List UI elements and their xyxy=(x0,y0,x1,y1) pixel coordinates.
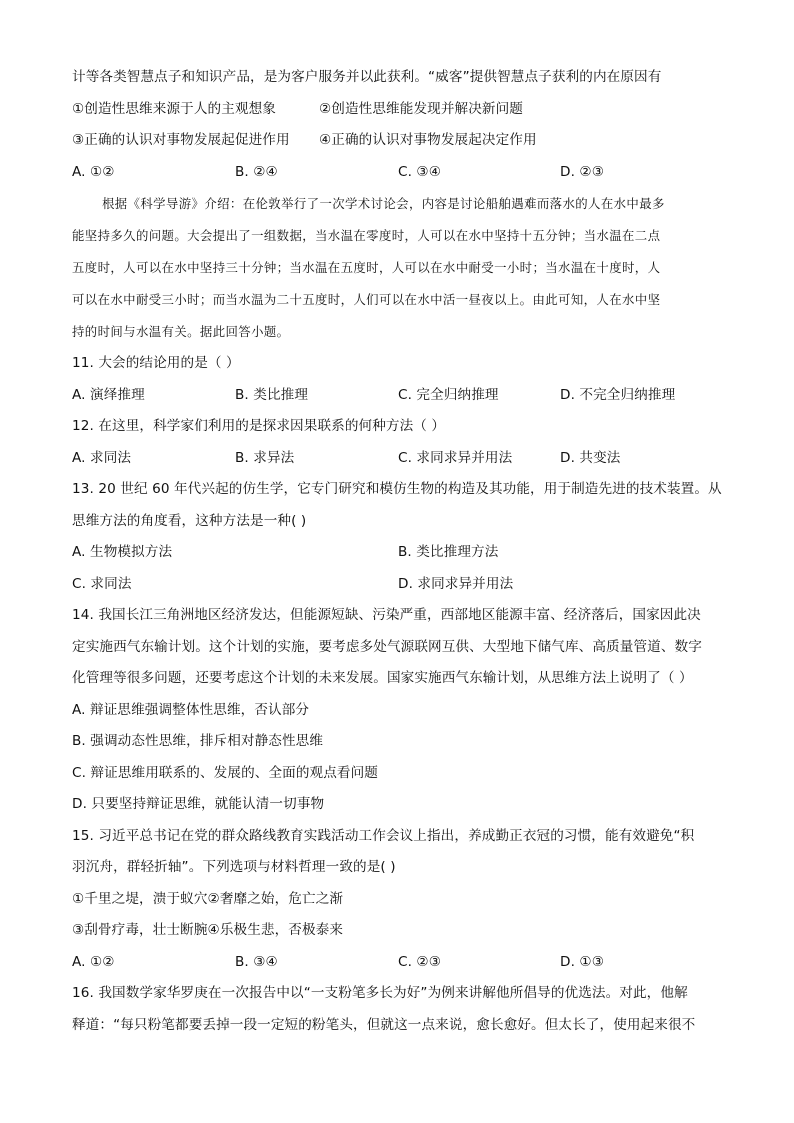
statement-2: ②创造性思维能发现并解决新问题 xyxy=(319,100,523,117)
question-13-options-row-2 xyxy=(72,569,724,601)
question-16-stem-line: 释道：“每只粉笔都要丢掉一段一定短的粉笔头，但就这一点来说，愈长愈好。但太长了，使用起来很不 xyxy=(72,1016,696,1033)
option-a[interactable]: A. 生物模拟方法 xyxy=(72,544,173,560)
passage-line: 能坚持多久的问题。大会提出了一组数据，当水温在零度时，人可以在水中坚持十五分钟；当水温在二点 xyxy=(72,228,661,243)
question-15-statements: ①千里之堤，溃于蚁穴②奢靡之始，危亡之渐 xyxy=(72,890,344,907)
option-c[interactable]: C. ③④ xyxy=(398,163,442,180)
option-d[interactable]: D. 求同求异并用法 xyxy=(398,575,514,592)
option-c[interactable]: C. 求同法 xyxy=(72,575,132,592)
intro-options xyxy=(72,157,724,189)
option-d[interactable]: D. ①③ xyxy=(560,953,604,970)
intro-statements-row-1 xyxy=(72,94,724,126)
question-11-options xyxy=(72,380,724,412)
option-c[interactable]: C. 求同求异并用法 xyxy=(398,449,513,466)
option-b[interactable]: B. 类比推理方法 xyxy=(398,544,499,560)
option-b[interactable]: B. 求异法 xyxy=(235,449,295,466)
question-13-stem-line: 13. 20 世纪 60 年代兴起的仿生学，它专门研究和模仿生物的构造及其功能，用于制造先进的技术装置。从 xyxy=(72,481,722,497)
question-13-stem-line: 思维方法的角度看，这种方法是一种( ) xyxy=(72,512,307,529)
question-15-statements: ③刮骨疗毒，壮士断腕④乐极生悲，否极泰来 xyxy=(72,922,344,938)
option-d[interactable]: D. ②③ xyxy=(560,163,604,180)
option-a[interactable]: A. ①② xyxy=(72,163,115,180)
option-a[interactable]: A. 求同法 xyxy=(72,449,132,466)
intro-statements-row-2 xyxy=(72,125,724,157)
option-d[interactable]: D. 不完全归纳推理 xyxy=(560,386,676,403)
passage-line: 持的时间与水温有关。据此回答小题。 xyxy=(72,324,290,339)
question-13-options-row-1 xyxy=(72,537,724,569)
option-c[interactable]: C. 完全归纳推理 xyxy=(398,386,499,403)
question-12-stem: 12. 在这里，科学家们利用的是探求因果联系的何种方法（ ） xyxy=(72,418,446,434)
question-16-stem-line: 16. 我国数学家华罗庚在一次报告中以“一支粉笔多长为好”为例来讲解他所倡导的优选法。对此，他解 xyxy=(72,985,688,1001)
option-b[interactable]: B. ②④ xyxy=(235,163,278,180)
question-15-stem-line: 15. 习近平总书记在党的群众路线教育实践活动工作会议上指出，养成勤正衣冠的习惯，能有效避免“积 xyxy=(72,827,695,844)
question-15-options xyxy=(72,947,724,979)
option-a[interactable]: A. 演绎推理 xyxy=(72,386,145,403)
question-14-stem-line: 定实施西气东输计划。这个计划的实施，要考虑多处气源联网互供、大型地下储气库、高质量管道、数字 xyxy=(72,638,702,655)
statement-3: ③正确的认识对事物发展起促进作用 xyxy=(72,132,290,148)
passage-line: 可以在水中耐受三小时；而当水温为二十五度时，人们可以在水中活一昼夜以上。由此可知，人在水中坚 xyxy=(72,292,661,307)
statement-4: ④正确的认识对事物发展起决定作用 xyxy=(319,132,537,148)
question-12-options xyxy=(72,443,724,475)
option-b[interactable]: B. 强调动态性思维，排斥相对静态性思维 xyxy=(72,733,324,749)
question-14-stem-line: 化管理等很多问题，还要考虑这个计划的未来发展。国家实施西气东输计划，从思维方法上说明了（ ） xyxy=(72,670,693,686)
option-d[interactable]: D. 只要坚持辩证思维，就能认清一切事物 xyxy=(72,796,325,812)
option-b[interactable]: B. 类比推理 xyxy=(235,386,309,403)
exam-page xyxy=(72,62,724,1041)
intro-line xyxy=(72,62,724,94)
question-11-stem: 11. 大会的结论用的是（ ） xyxy=(72,355,240,371)
statement-1: ①创造性思维来源于人的主观想象 xyxy=(72,100,276,117)
passage-line: 根据《科学导游》介绍：在伦敦举行了一次学术讨论会，内容是讨论船舶遇难而落水的人在水中最多 xyxy=(102,196,665,211)
option-d[interactable]: D. 共变法 xyxy=(560,449,621,466)
option-c[interactable]: C. ②③ xyxy=(398,953,442,970)
option-a[interactable]: A. 辩证思维强调整体性思维，否认部分 xyxy=(72,701,310,718)
option-a[interactable]: A. ①② xyxy=(72,953,115,970)
question-15-stem-line: 羽沉舟，群轻折轴”。下列选项与材料哲理一致的是( ) xyxy=(72,859,396,875)
intro-text: 计等各类智慧点子和知识产品，是为客户服务并以此获利。“威客”提供智慧点子获利的内在原因有 xyxy=(72,69,662,85)
option-b[interactable]: B. ③④ xyxy=(235,953,278,970)
option-c[interactable]: C. 辩证思维用联系的、发展的、全面的观点看问题 xyxy=(72,764,379,781)
question-14-stem-line: 14. 我国长江三角洲地区经济发达，但能源短缺、污染严重，西部地区能源丰富、经济落后，国家因此决 xyxy=(72,607,701,623)
passage-line: 五度时，人可以在水中坚持三十分钟；当水温在五度时，人可以在水中耐受一小时；当水温在十度时，人 xyxy=(72,260,661,275)
